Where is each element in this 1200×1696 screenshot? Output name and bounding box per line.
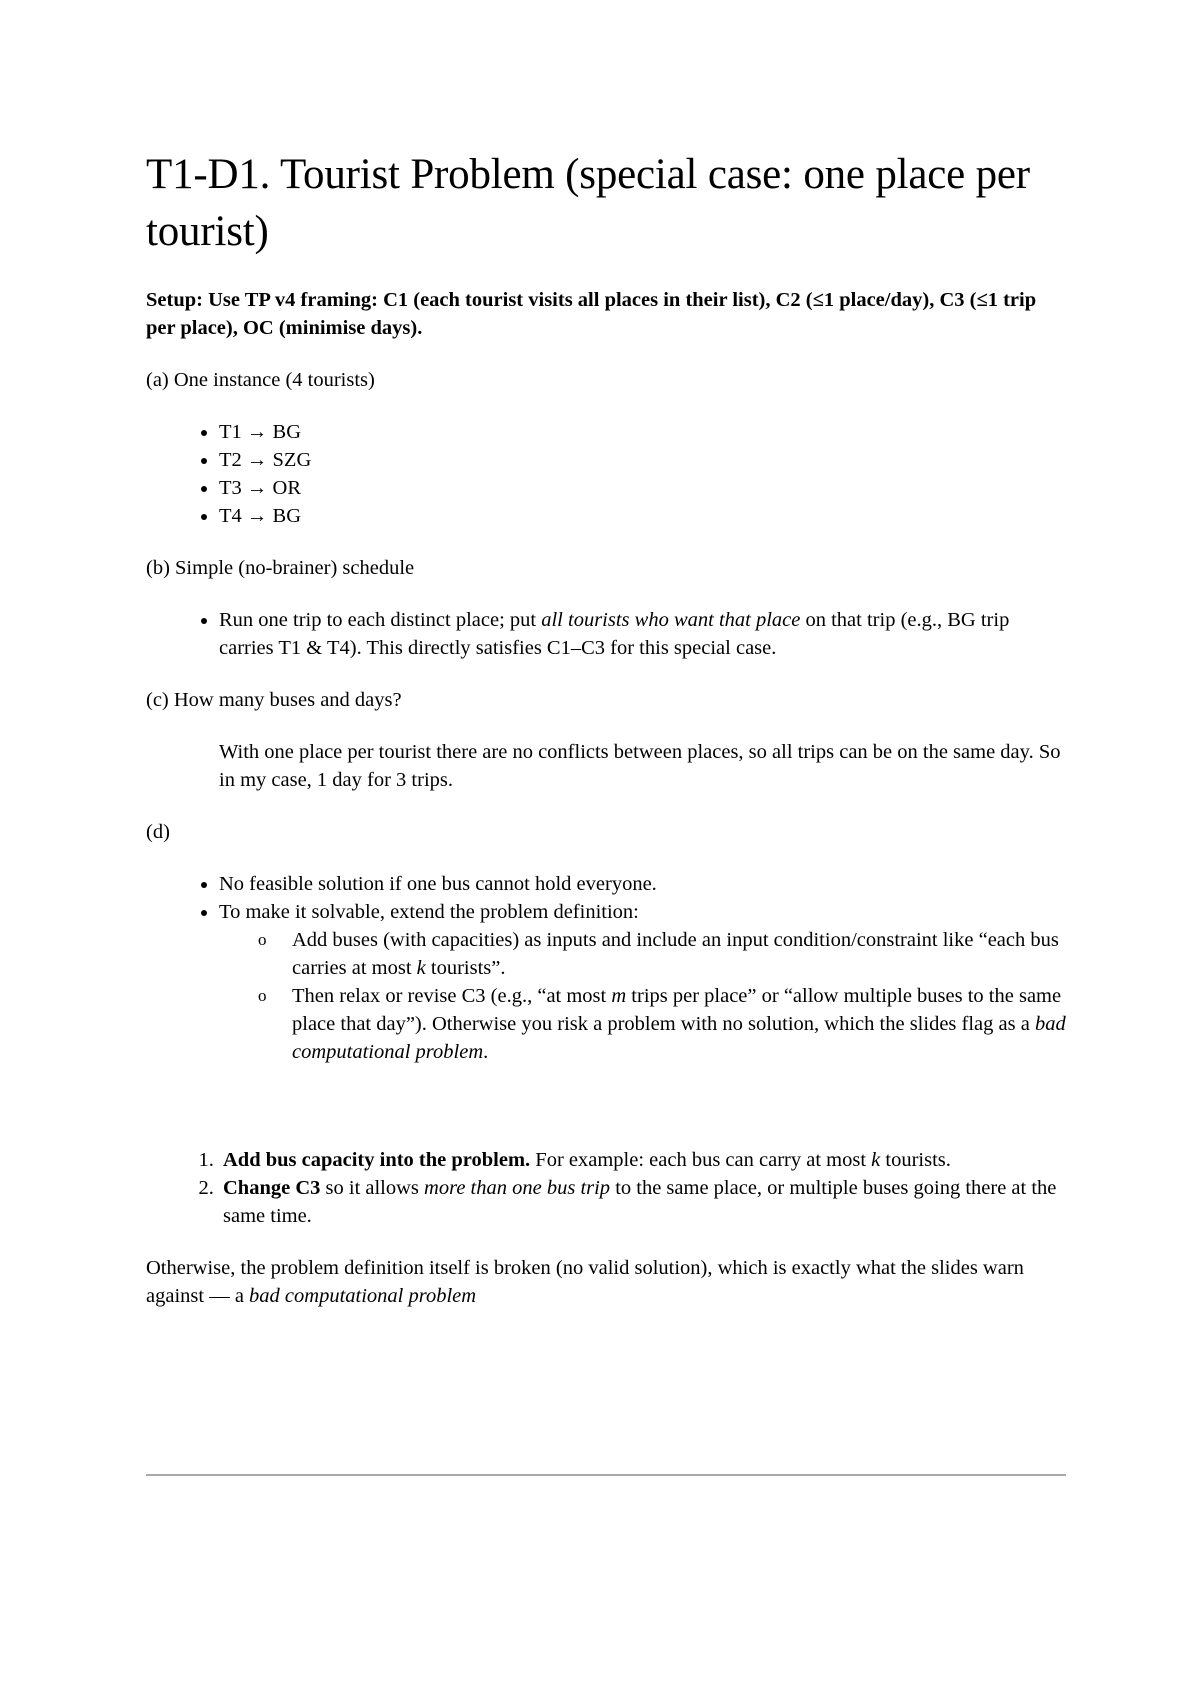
part-b-list bbox=[146, 606, 1066, 662]
numbered-list bbox=[146, 1146, 1066, 1230]
text-run: so it allows bbox=[320, 1177, 425, 1199]
numbered-item bbox=[219, 1146, 1066, 1174]
emphasis-text: m bbox=[611, 985, 627, 1007]
emphasis-text: k bbox=[416, 957, 426, 979]
list-item: • T1 → BG bbox=[219, 418, 1066, 446]
text-run: tourists”. bbox=[425, 957, 506, 979]
text-run: trips per place” or “allow multiple buses to the same place that day”). Otherwise you risk a problem with no solution, which the slides flag as a bbox=[292, 985, 1062, 1035]
emphasis-text: bad computational problem bbox=[249, 1285, 477, 1307]
list-item: • T2 → SZG bbox=[219, 446, 1066, 474]
numbered-item bbox=[219, 1174, 1066, 1230]
part-a-heading: (a) One instance (4 tourists) bbox=[146, 369, 375, 391]
text-run: to the same place, or multiple buses going there at the same time. bbox=[223, 1177, 1057, 1227]
sub-list-item bbox=[292, 982, 1066, 1066]
list-item: • T4 → BG bbox=[219, 502, 1066, 530]
horizontal-divider bbox=[146, 1474, 1066, 1476]
setup-paragraph: Setup: Use TP v4 framing: C1 (each tourist visits all places in their list), C2 (≤1 place/day), C3 (≤1 trip per place), OC (minimise days). bbox=[146, 289, 1037, 339]
spacer bbox=[146, 1090, 1066, 1146]
part-c-heading: (c) How many buses and days? bbox=[146, 689, 402, 711]
emphasis-text: k bbox=[871, 1149, 881, 1171]
list-item bbox=[219, 606, 1066, 662]
part-c-body: With one place per tourist there are no conflicts between places, so all trips can be on the same day. So in my case, 1 day for 3 trips. bbox=[219, 741, 1061, 791]
list-item bbox=[219, 898, 1066, 1066]
part-b-heading: (b) Simple (no-brainer) schedule bbox=[146, 557, 415, 579]
text-run: For example: each bus can carry at most bbox=[530, 1149, 872, 1171]
sub-list-item bbox=[292, 926, 1066, 982]
text-run: tourists. bbox=[880, 1149, 951, 1171]
part-d-sublist bbox=[219, 926, 1066, 1066]
document-page bbox=[146, 146, 1066, 1334]
text-run: on that trip (e.g., BG trip carries T1 & T4). This directly satisfies C1–C3 for this special case. bbox=[219, 609, 1010, 659]
emphasis-text: all tourists who want that place bbox=[541, 609, 801, 631]
text-run: Add buses (with capacities) as inputs and include an input condition/constraint like “each bus carries at most bbox=[292, 929, 1059, 979]
part-d-list bbox=[146, 870, 1066, 1066]
text-run: Run one trip to each distinct place; put bbox=[219, 609, 542, 631]
text-run: Then relax or revise C3 (e.g., “at most bbox=[292, 985, 612, 1007]
text-run: To make it solvable, extend the problem definition: bbox=[219, 901, 639, 923]
list-item: • No feasible solution if one bus cannot hold everyone. bbox=[219, 870, 1066, 898]
text-run: . bbox=[483, 1041, 489, 1063]
part-a-list bbox=[146, 418, 1066, 530]
bold-text: Change C3 bbox=[223, 1177, 321, 1199]
emphasis-text: more than one bus trip bbox=[424, 1177, 611, 1199]
list-item: • T3 → OR bbox=[219, 474, 1066, 502]
conclusion-paragraph bbox=[146, 1254, 1066, 1310]
emphasis-text: bad computational problem bbox=[292, 1013, 1066, 1063]
bold-text: Add bus capacity into the problem. bbox=[223, 1149, 531, 1171]
text-run: Otherwise, the problem definition itself is broken (no valid solution), which is exactly what the slides warn against — a bbox=[146, 1257, 1024, 1307]
page-title: T1-D1. Tourist Problem (special case: one place per tourist) bbox=[146, 151, 1030, 255]
part-d-heading: (d) bbox=[146, 821, 170, 843]
